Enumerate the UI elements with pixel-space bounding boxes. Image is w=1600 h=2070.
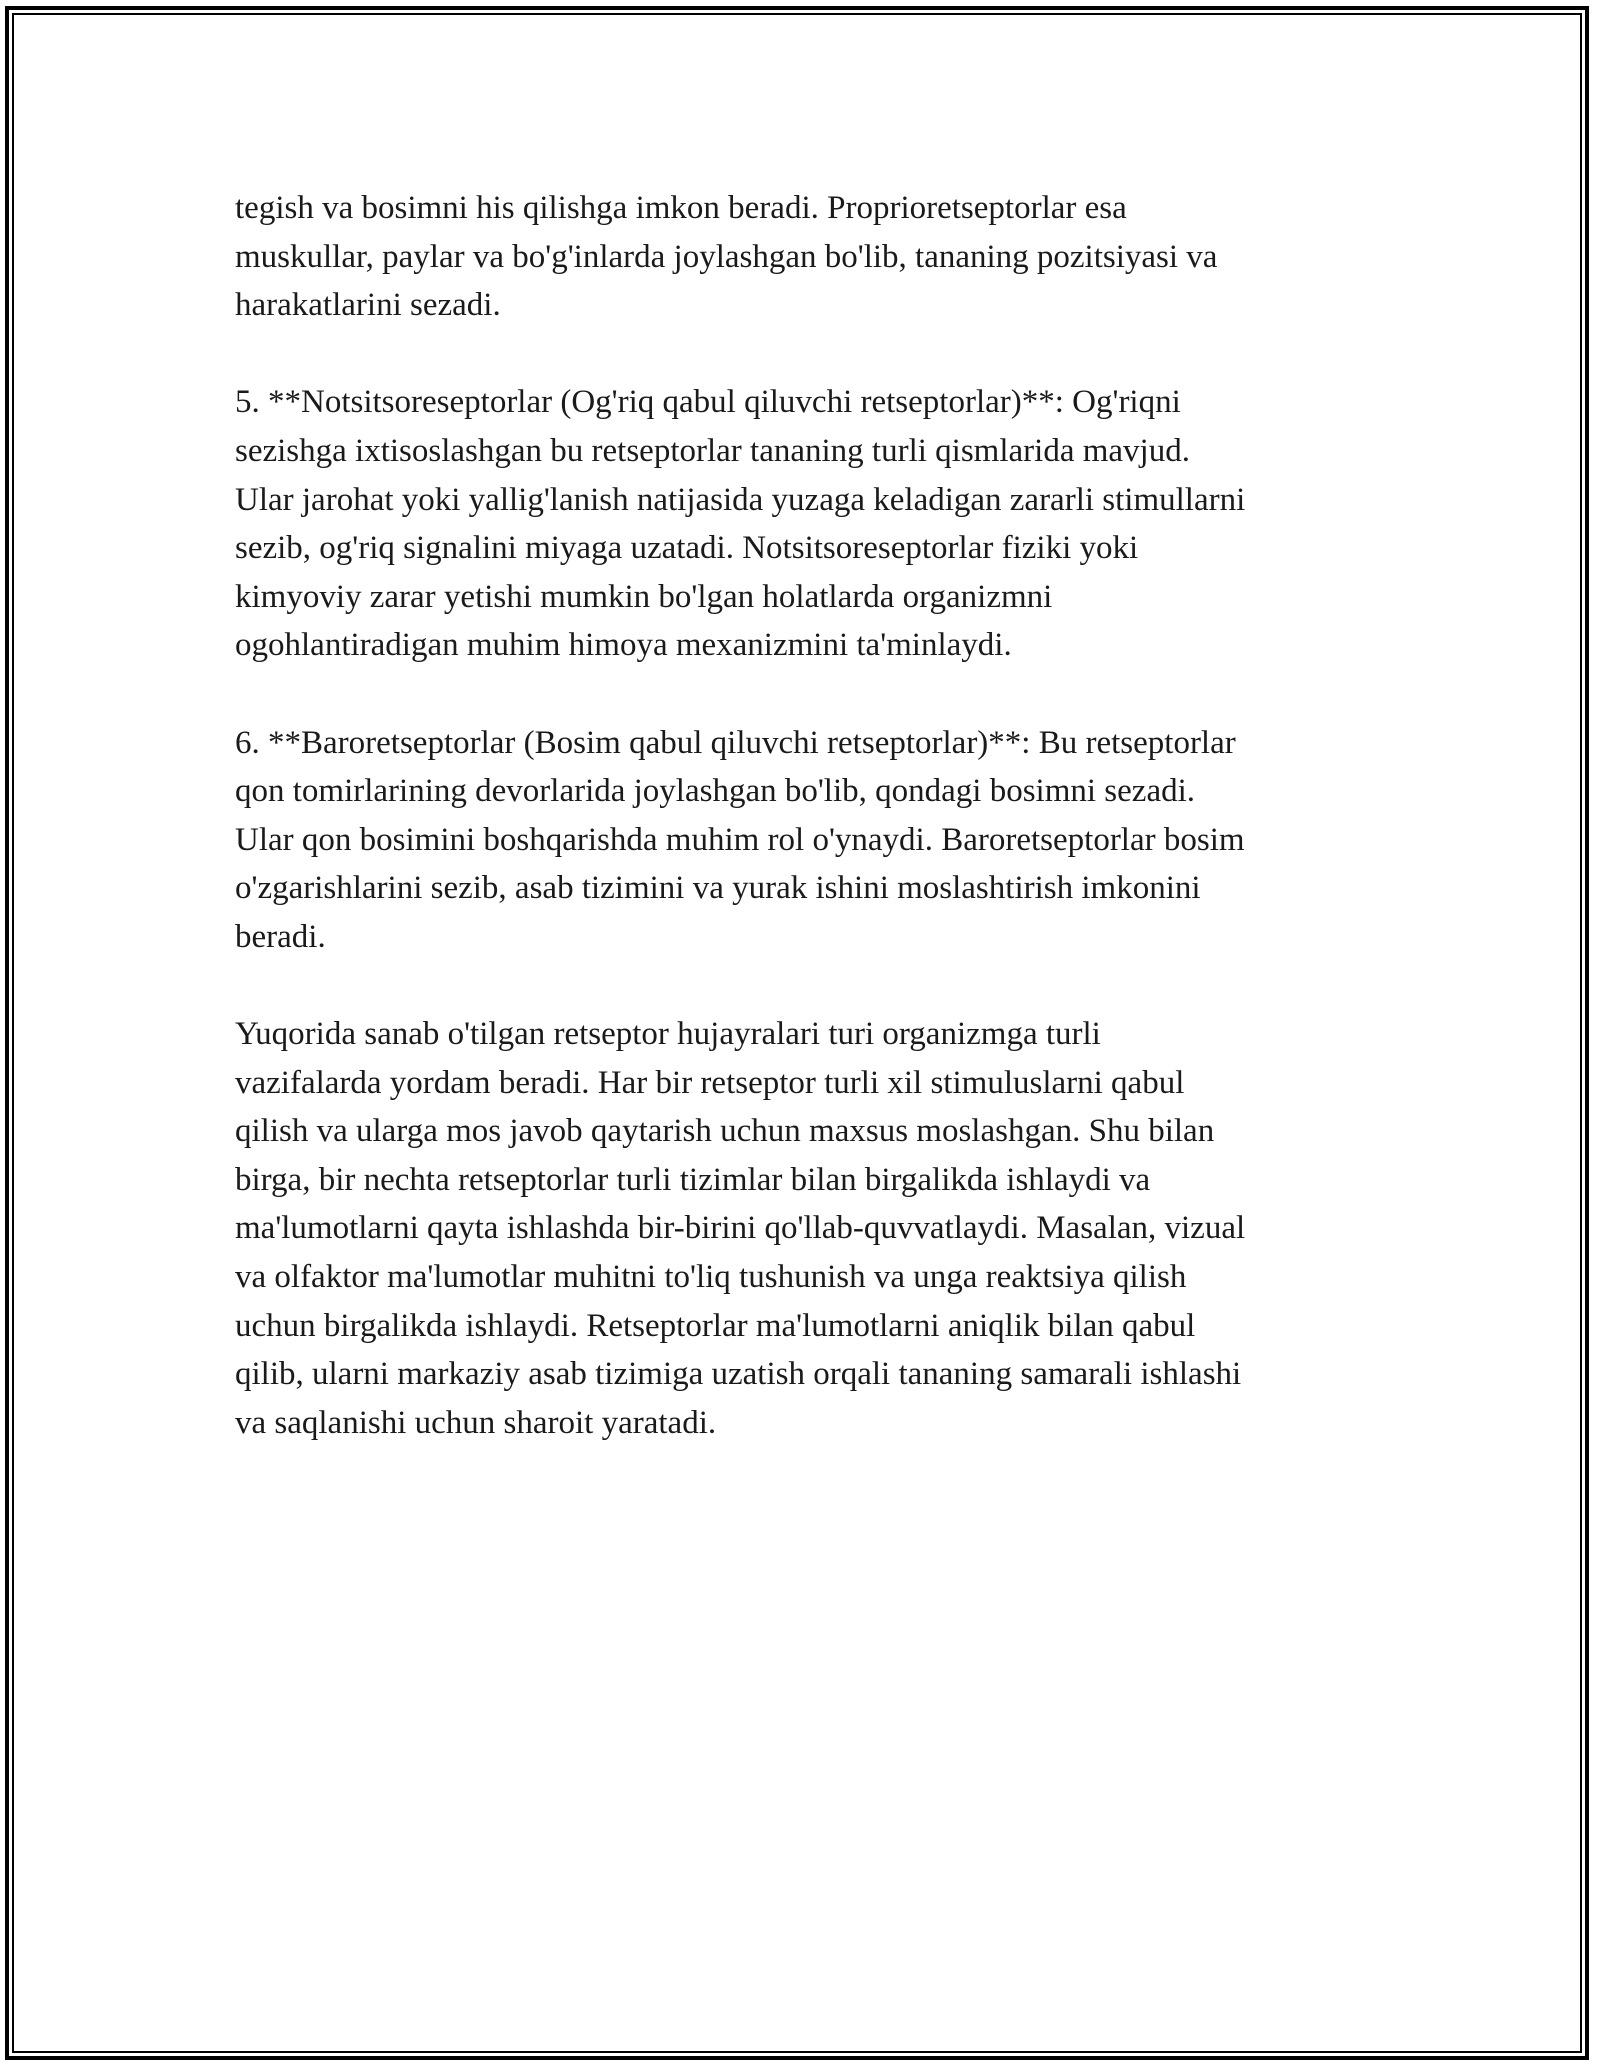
text-line: 6. **Baroretseptorlar (Bosim qabul qiluvchi retseptorlar)**: Bu retseptorlar: [235, 724, 1236, 761]
text-line: va olfaktor ma'lumotlar muhitni to'liq tushunish va unga reaktsiya qilish: [235, 1259, 1187, 1296]
text-line: 5. **Notsitsoreseptorlar (Og'riq qabul qiluvchi retseptorlar)**: Og'riqni: [235, 384, 1181, 421]
text-line: harakatlarini sezadi.: [235, 287, 501, 324]
paragraph-nociceptors: [235, 378, 1365, 670]
text-line: tegish va bosimni his qilishga imkon beradi. Proprioretseptorlar esa: [235, 190, 1127, 226]
text-line: o'zgarishlarini sezib, asab tizimini va yurak ishini moslashtirish imkonini: [235, 870, 1201, 907]
text-line: beradi.: [235, 918, 326, 955]
text-line: kimyoviy zarar yetishi mumkin bo'lgan holatlarda organizmni: [235, 578, 1053, 615]
text-line: sezishga ixtisoslashgan bu retseptorlar tananing turli qismlarida mavjud.: [235, 432, 1190, 469]
text-line: ogohlantiradigan muhim himoya mexanizmini ta'minlaydi.: [235, 627, 1012, 664]
paragraph-baroreceptors: [235, 719, 1365, 962]
document-body: [235, 184, 1365, 1496]
text-line: sezib, og'riq signalini miyaga uzatadi. Notsitsoreseptorlar fiziki yoki: [235, 530, 1139, 567]
text-line: qon tomirlarining devorlarida joylashgan bo'lib, qondagi bosimni sezadi.: [235, 773, 1196, 810]
text-line: Yuqorida sanab o'tilgan retseptor hujayralari turi organizmga turli: [235, 1016, 1101, 1053]
text-line: qilish va ularga mos javob qaytarish uchun maxsus moslashgan. Shu bilan: [235, 1113, 1215, 1150]
paragraph-tactile-continuation: [235, 184, 1365, 330]
text-line: uchun birgalikda ishlaydi. Retseptorlar ma'lumotlarni aniqlik bilan qabul: [235, 1307, 1196, 1344]
text-line: qilib, ularni markaziy asab tizimiga uzatish orqali tananing samarali ishlashi: [235, 1356, 1242, 1393]
text-line: vazifalarda yordam beradi. Har bir retseptor turli xil stimuluslarni qabul: [235, 1064, 1185, 1101]
text-line: muskullar, paylar va bo'g'inlarda joylashgan bo'lib, tananing pozitsiyasi va: [235, 238, 1218, 275]
text-line: ma'lumotlarni qayta ishlashda bir-birini qo'llab-quvvatlaydi. Masalan, vizual: [235, 1210, 1246, 1247]
paragraph-conclusion: [235, 1010, 1365, 1447]
text-line: birga, bir nechta retseptorlar turli tizimlar bilan birgalikda ishlaydi va: [235, 1161, 1151, 1198]
text-line: va saqlanishi uchun sharoit yaratadi.: [235, 1404, 717, 1441]
text-line: Ular jarohat yoki yallig'lanish natijasida yuzaga keladigan zararli stimullarni: [235, 481, 1246, 518]
text-line: Ular qon bosimini boshqarishda muhim rol o'ynaydi. Baroretseptorlar bosim: [235, 821, 1245, 858]
